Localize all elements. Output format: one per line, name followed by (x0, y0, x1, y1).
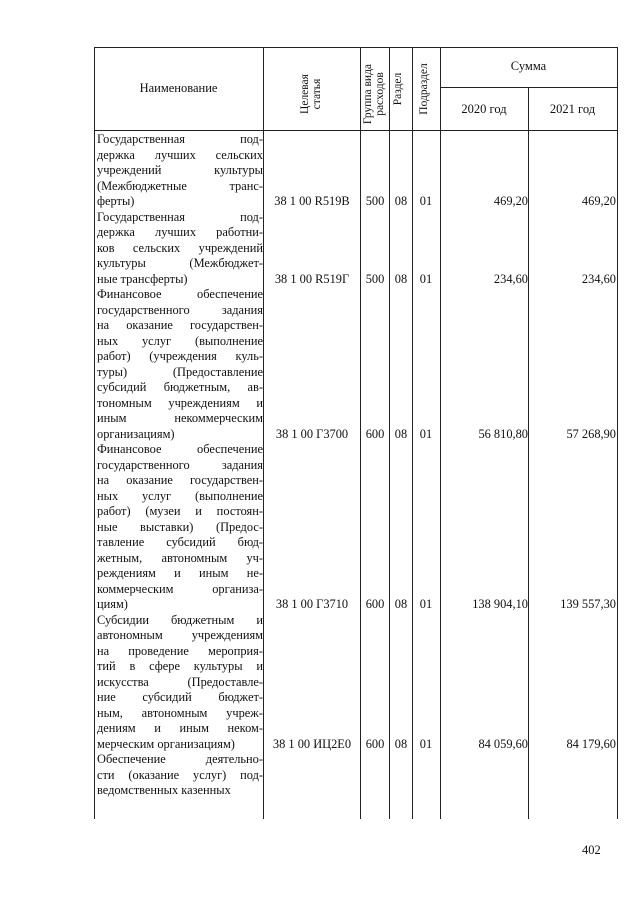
row-name-line: тавление субсидий бюд- (97, 535, 263, 549)
row-name (97, 132, 263, 210)
row-sum-2021: 234,60 (581, 271, 616, 286)
row-name-line: дениям и иным неком- (97, 721, 263, 735)
header-expense-group: Группа вида расходов (362, 63, 386, 125)
table-border-top (94, 47, 618, 48)
row-name-line: тий в сфере культуры и (97, 659, 263, 673)
row-name-line: Финансовое обеспечение (97, 442, 263, 456)
row-name (97, 442, 263, 613)
row-expense-group: 600 (365, 426, 385, 441)
row-name-line: сти (оказание услуг) под- (97, 767, 263, 782)
row-name-line: держка лучших работни- (97, 225, 263, 239)
row-name-line: учреждений культуры (97, 163, 263, 177)
row-subsection: 01 (419, 426, 433, 441)
header-year-2020: 2020 год (461, 102, 507, 116)
row-target-article: 38 1 00 Г3700 (275, 426, 349, 441)
row-name-line: (Межбюджетные транс- (97, 178, 263, 193)
row-section: 08 (394, 271, 408, 286)
header-name: Наименование (139, 81, 218, 95)
row-name (97, 613, 263, 753)
row-sum-2021: 84 179,60 (566, 736, 616, 751)
header-subsection: Подраздел (418, 63, 430, 115)
row-name-line: Государственная под- (97, 209, 263, 224)
row-sum-2021: 57 268,90 (566, 426, 616, 441)
row-sum-2021: 139 557,30 (560, 597, 616, 611)
row-name-line: мерческим организациям) (97, 736, 235, 751)
row-name-line: работ) (учреждения куль- (97, 349, 263, 363)
page-number: 402 (582, 843, 601, 857)
row-name-line: на оказание государствен- (97, 473, 263, 487)
row-name-line: ние субсидий бюджет- (97, 690, 263, 704)
row-name-line: искусства (Предоставле- (97, 674, 263, 689)
row-name-line: держка лучших сельских (97, 147, 263, 162)
row-name-line: государственного задания (97, 302, 263, 317)
row-name (97, 210, 263, 288)
row-name-line: ведомственных казенных (97, 783, 231, 797)
row-name-line: на оказание государствен- (97, 318, 263, 332)
table-row (94, 287, 618, 442)
sum-header-divider (440, 87, 618, 88)
row-sum-2021: 469,20 (581, 194, 616, 208)
row-name-line: субсидий бюджетным, ав- (97, 380, 263, 394)
row-name-line: ных услуг (выполнение (97, 488, 263, 503)
row-name-line: Обеспечение деятельно- (97, 752, 263, 766)
row-section: 08 (394, 597, 408, 611)
table-row (94, 442, 618, 613)
row-expense-group: 500 (365, 194, 385, 208)
row-name-line: жетным, автономным уч- (97, 550, 263, 565)
row-name-line: ных услуг (выполнение (97, 333, 263, 348)
row-name-line: организациям) (97, 426, 175, 441)
row-name-line: иным некоммерческим (97, 411, 263, 425)
row-target-article: 38 1 00 Г3710 (275, 597, 349, 611)
row-expense-group: 500 (365, 271, 385, 286)
row-sum-2020: 138 904,10 (472, 597, 528, 611)
row-expense-group: 600 (365, 736, 385, 751)
row-sum-2020: 234,60 (493, 271, 528, 286)
row-expense-group: 600 (365, 597, 385, 611)
row-name-line: автономным учреждениям (97, 628, 263, 642)
row-name-line: коммерческим организа- (97, 581, 263, 596)
row-name-line: культуры (Межбюджет- (97, 256, 263, 270)
row-name (97, 752, 263, 799)
row-target-article: 38 1 00 R519B (274, 194, 350, 208)
row-subsection: 01 (419, 597, 433, 611)
header-year-2021: 2021 год (549, 102, 596, 116)
row-name-line: Государственная под- (97, 132, 263, 146)
row-name-line: работ) (музеи и постоян- (97, 504, 263, 518)
row-name-line: ферты) (97, 194, 135, 208)
row-sum-2020: 56 810,80 (478, 426, 528, 441)
row-name-line: Финансовое обеспечение (97, 287, 263, 301)
table-row (94, 613, 618, 753)
row-target-article: 38 1 00 ИЦ2Е0 (272, 736, 352, 751)
row-sum-2020: 84 059,60 (478, 736, 528, 751)
table-row (94, 132, 618, 210)
budget-table (94, 47, 618, 819)
table-row (94, 210, 618, 288)
header-bottom-line (94, 130, 618, 131)
row-name-line: Субсидии бюджетным и (97, 612, 263, 627)
header-section: Раздел (392, 72, 404, 106)
row-name-line: ков сельских учреждений (97, 240, 263, 255)
row-name-line: туры) (Предоставление (97, 364, 263, 379)
header-sum: Сумма (510, 59, 547, 73)
row-name-line: реждениям и иным не- (97, 566, 263, 580)
row-name (97, 287, 263, 442)
row-subsection: 01 (419, 736, 433, 751)
row-name-line: циям) (97, 597, 128, 611)
row-section: 08 (394, 736, 408, 751)
row-name-line: ные трансферты) (97, 271, 188, 286)
row-target-article: 38 1 00 R519Г (274, 271, 350, 286)
header-target-article: Целевая статья (299, 74, 323, 114)
row-subsection: 01 (419, 194, 433, 208)
table-row (94, 752, 618, 799)
row-name-line: ным, автономным учреж- (97, 705, 263, 720)
row-sum-2020: 469,20 (493, 194, 528, 208)
row-name-line: государственного задания (97, 457, 263, 472)
row-name-line: ные выставки) (Предос- (97, 519, 263, 534)
row-section: 08 (394, 426, 408, 441)
row-section: 08 (394, 194, 408, 208)
row-name-line: тономным учреждениям и (97, 395, 263, 410)
row-name-line: на проведение мероприя- (97, 643, 263, 658)
row-subsection: 01 (419, 271, 433, 286)
